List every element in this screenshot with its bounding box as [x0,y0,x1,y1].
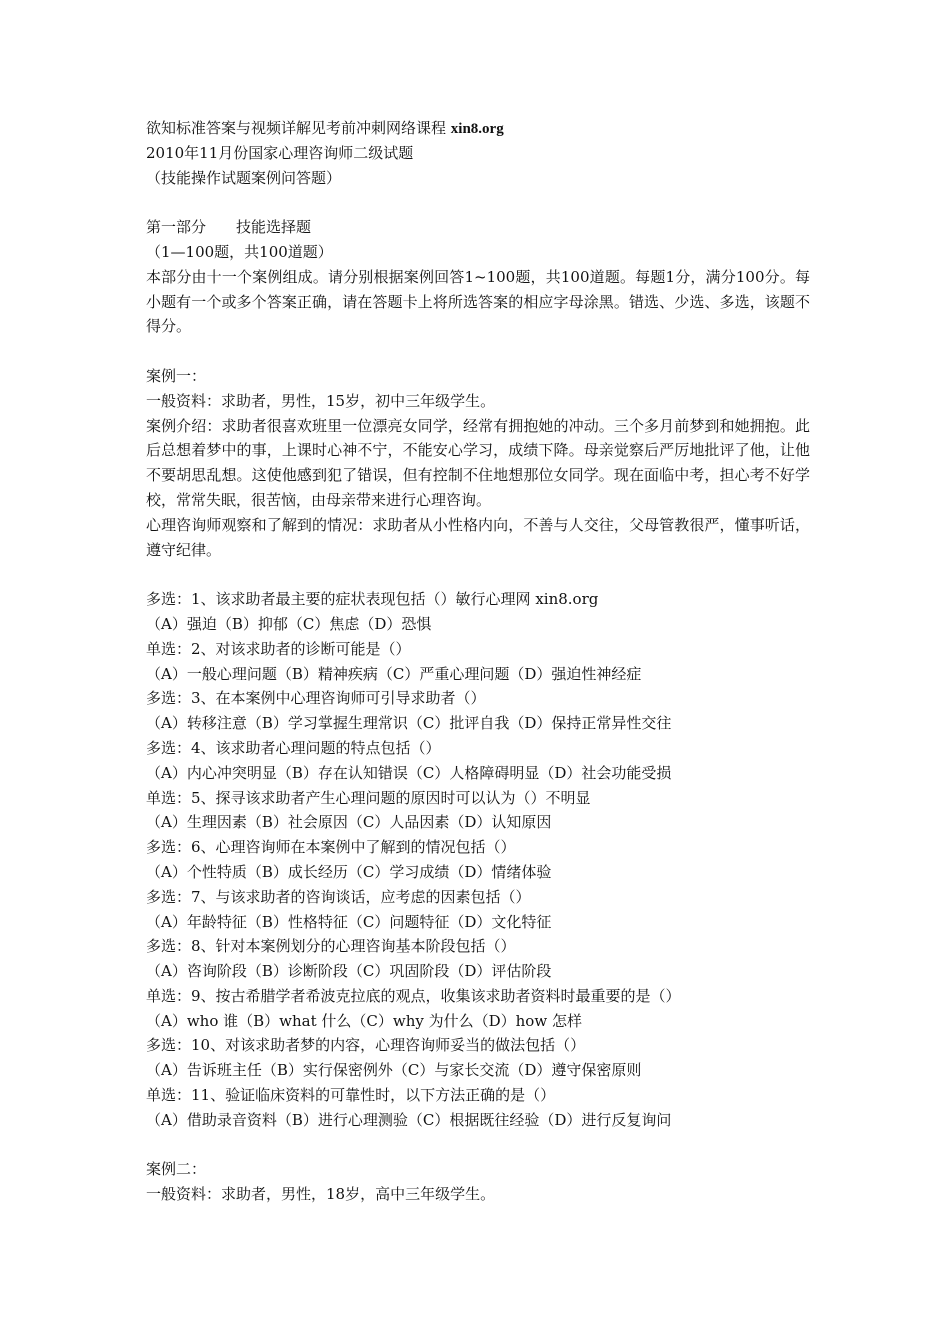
case1-general-info: 一般资料：求助者，男性，15岁，初中三年级学生。 [146,391,496,410]
question-1: 多选：1、该求助者最主要的症状表现包括（）敏行心理网 xin8.org [146,590,599,609]
question-4: 多选：4、该求助者心理问题的特点包括（） [146,738,441,757]
question-4-options: （A）内心冲突明显（B）存在认知错误（C）人格障碍明显（D）社会功能受损 [146,763,672,782]
question-10: 多选：10、对该求助者梦的内容，心理咨询师妥当的做法包括（） [146,1036,586,1055]
document-subtitle: （技能操作试题案例问答题） [146,168,342,187]
question-7: 多选：7、与该求助者的咨询谈话，应考虑的因素包括（） [146,887,531,906]
blank-line [146,190,810,215]
case2-general-info: 一般资料：求助者，男性，18岁，高中三年级学生。 [146,1185,496,1204]
question-6-options: （A）个性特质（B）成长经历（C）学习成绩（D）情绪体验 [146,862,552,881]
question-3: 多选：3、在本案例中心理咨询师可引导求助者（） [146,689,486,708]
question-11-options: （A）借助录音资料（B）进行心理测验（C）根据既往经验（D）进行反复询问 [146,1110,672,1129]
question-3-options: （A）转移注意（B）学习掌握生理常识（C）批评自我（D）保持正常异性交往 [146,714,672,733]
blank-line [146,1133,810,1158]
case2-title: 案例二： [146,1160,207,1179]
question-9-options: （A）who 谁（B）what 什么（C）why 为什么（D）how 怎样 [146,1011,582,1030]
promo-line [146,116,810,141]
question-6: 多选：6、心理咨询师在本案例中了解到的情况包括（） [146,838,516,857]
question-10-options: （A）告诉班主任（B）实行保密例外（C）与家长交流（D）遵守保密原则 [146,1061,642,1080]
question-5-options: （A）生理因素（B）社会原因（C）人品因素（D）认知原因 [146,813,552,832]
case1-observation: 心理咨询师观察和了解到的情况：求助者从小性格内向，不善与人交往，父母管教很严，懂事听话，遵守纪律。 [146,515,810,559]
document-page [146,116,810,1207]
promo-text: 欲知标准答案与视频详解见考前冲刺网络课程 [146,119,447,137]
question-8-options: （A）咨询阶段（B）诊断阶段（C）巩固阶段（D）评估阶段 [146,962,552,981]
document-title: 2010年11月份国家心理咨询师二级试题 [146,143,414,162]
blank-line [146,562,810,587]
question-2-options: （A）一般心理问题（B）精神疾病（C）严重心理问题（D）强迫性神经症 [146,664,642,683]
case1-title: 案例一： [146,366,207,385]
part-heading: 第一部分 技能选择题 [146,218,312,237]
question-7-options: （A）年龄特征（B）性格特征（C）问题特征（D）文化特征 [146,912,552,931]
blank-line [146,339,810,364]
part-range: （1—100题，共100道题） [146,242,333,261]
question-9: 单选：9、按古希腊学者希波克拉底的观点，收集该求助者资料时最重要的是（） [146,986,681,1005]
question-2: 单选：2、对该求助者的诊断可能是（） [146,639,411,658]
question-1-options: （A）强迫（B）抑郁（C）焦虑（D）恐惧 [146,614,432,633]
case1-introduction: 案例介绍：求助者很喜欢班里一位漂亮女同学，经常有拥抱她的冲动。三个多月前梦到和她拥抱。此后总想着梦中的事，上课时心神不宁，不能安心学习，成绩下降。母亲觉察后严厉地批评了他，让他不要胡思乱想。这使他感到犯了错误，但有控制不住地想那位女同学。现在面临中考，担心考不好学校，常常失眠，很苦恼，由母亲带来进行心理咨询。 [146,416,810,509]
question-11: 单选：11、验证临床资料的可靠性时，以下方法正确的是（） [146,1086,556,1105]
case1-question-list [146,587,810,1133]
promo-site-link: xin8.org [450,121,504,137]
part-instructions: 本部分由十一个案例组成。请分别根据案例回答1~100题，共100道题。每题1分，满分100分。每小题有一个或多个答案正确，请在答题卡上将所选答案的相应字母涂黑。错选、少选、多选，该题不得分。 [146,267,810,336]
question-5: 单选：5、探寻该求助者产生心理问题的原因时可以认为（）不明显 [146,788,591,807]
question-8: 多选：8、针对本案例划分的心理咨询基本阶段包括（） [146,937,516,956]
